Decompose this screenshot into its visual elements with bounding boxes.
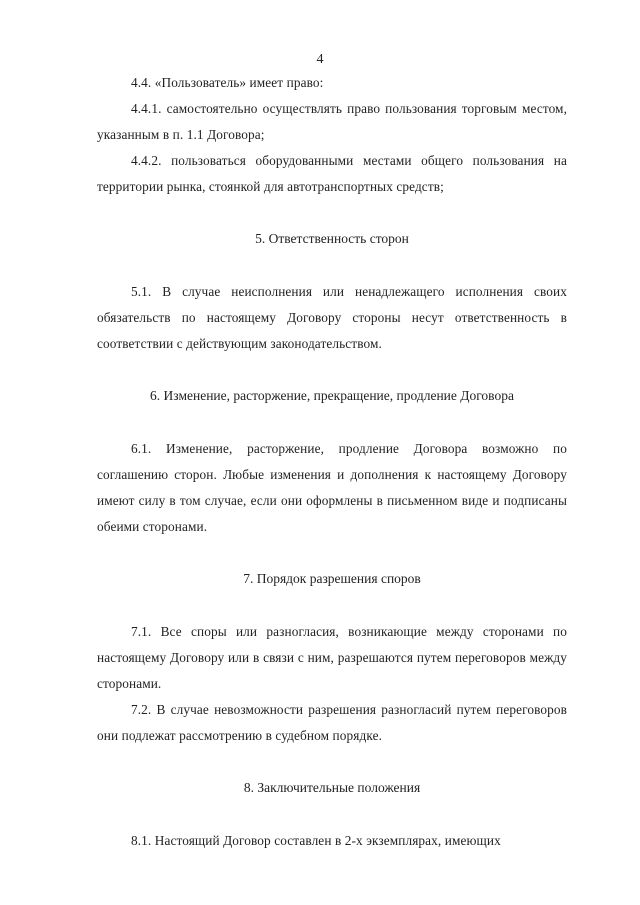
section-6-heading: 6. Изменение, расторжение, прекращение, продление Договора — [150, 388, 514, 403]
document-body — [97, 70, 567, 854]
clause-8-1: 8.1. Настоящий Договор составлен в 2-х экземплярах, имеющих — [131, 833, 501, 848]
clause-4-4-1: 4.4.1. самостоятельно осуществлять право пользования торговым местом, указанным в п. 1.1 Договора; — [97, 101, 567, 142]
spacer — [97, 357, 567, 383]
spacer — [97, 592, 567, 619]
section-8-heading: 8. Заключительные положения — [243, 780, 421, 795]
clause-5-1: 5.1. В случае неисполнения или ненадлежащего исполнения своих обязательств по настоящему Договору стороны несут ответственность в соответствии с действующим законодательством. — [97, 284, 567, 351]
spacer — [97, 409, 567, 436]
section-5-heading: 5. Ответственность сторон — [255, 231, 409, 246]
page-number: 4 — [316, 52, 324, 67]
spacer — [97, 252, 567, 279]
spacer — [97, 749, 567, 775]
spacer — [97, 540, 567, 566]
section-7-heading: 7. Порядок разрешения споров — [243, 571, 421, 586]
clause-6-1: 6.1. Изменение, расторжение, продление Договора возможно по соглашению сторон. Любые изменения и дополнения к настоящему Договору имеют силу в том случае, если они оформлены в письменном виде и подписаны обеими сторонами. — [97, 441, 567, 534]
spacer — [97, 200, 567, 226]
clause-7-1: 7.1. Все споры или разногласия, возникающие между сторонами по настоящему Договору или в связи с ним, разрешаются путем переговоров между сторонами. — [97, 624, 567, 691]
clause-4-4-2: 4.4.2. пользоваться оборудованными местами общего пользования на территории рынка, стоянкой для автотранспортных средств; — [97, 153, 567, 194]
clause-4-4: 4.4. «Пользователь» имеет право: — [131, 75, 324, 90]
clause-7-2: 7.2. В случае невозможности разрешения разногласий путем переговоров они подлежат рассмотрению в судебном порядке. — [97, 702, 567, 743]
spacer — [97, 801, 567, 828]
